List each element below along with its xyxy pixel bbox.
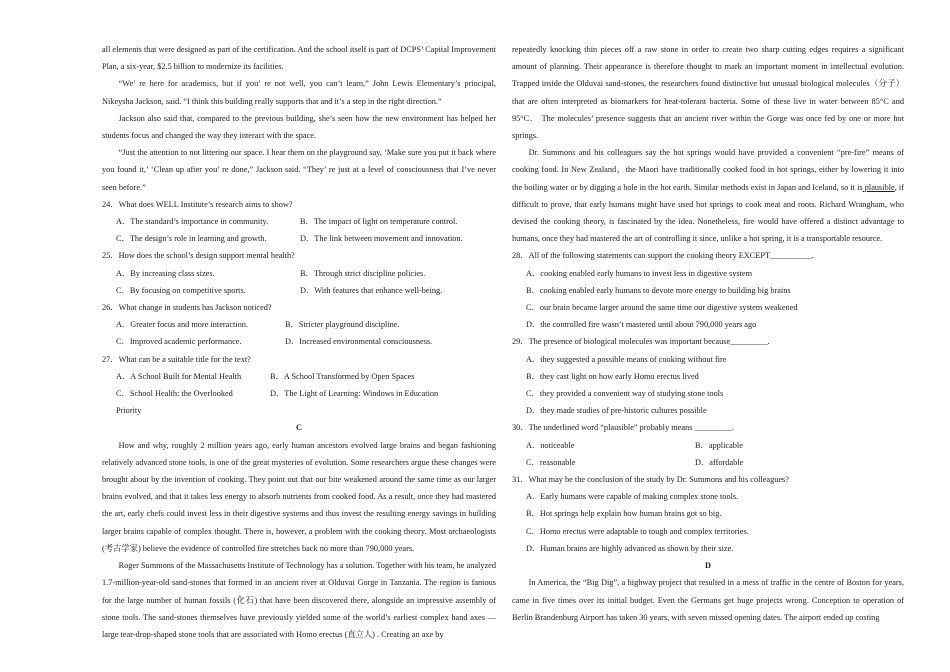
question-25-options-row2 — [102, 282, 496, 299]
section-c-heading: C — [296, 423, 302, 433]
question-29-option-c: C．they provided a convenient way of studying stone tools — [526, 389, 724, 399]
question-24-option-c: C．The design’s role in learning and growth. — [116, 234, 267, 244]
question-27-option-c: C．School Health: the Overlooked Priority — [116, 389, 233, 416]
question-27-option-d: D．The Light of Learning: Windows in Education — [270, 389, 439, 399]
question-29-option-d: D．they made studies of pre-historic cultures possible — [526, 406, 707, 416]
question-26-option-b: B．Stricter playground discipline. — [285, 320, 400, 330]
underlined-word-plausible: plausible — [862, 182, 895, 192]
question-26-option-a: A．Greater focus and more interaction. — [116, 320, 249, 330]
question-30-option-a: A．noticeable — [526, 440, 575, 450]
question-27-options-row2 — [102, 385, 496, 419]
question-29-option-b: B．they cast light on how early Homo erectus lived — [526, 371, 699, 381]
passage-c-paragraph-1: How and why, roughly 2 million years ago, early human ancestors evolved large brains and began fashioning relatively advanced stone tools, is one of the great mysteries of evolution. Some researchers argue these changes were brought about by the invention of cooking. They point out that our bite weakened around the same time as our larger brains evolved, and that it takes less energy to absorb nutrients from cooked food. As a result, once they had mastered the art, early chefs could invest less in their digestive systems and thus invest the resulting energy savings in building larger brains capable of complex thought. There is, however, a problem with the cooking theory. Most archaeologists (考古学家) believe the evidence of controlled fire stretches back no more than 790,000 years. — [102, 440, 496, 553]
question-26-options-row2 — [102, 333, 496, 350]
question-25-option-c: C．By focusing on competitive sports. — [116, 285, 246, 295]
question-26-option-c: C．Improved academic performance. — [116, 337, 242, 347]
passage-b-continuation: all elements that were designed as part of the certification. And the school itself is part of DCPS’ Capital Improvement Plan, a six-year, $2.5 billion to modernize its facilities. — [102, 45, 496, 72]
question-24-stem: 24．What does WELL Institute’s research aims to show? — [102, 199, 293, 209]
question-31-stem: 31．What may be the conclusion of the study by Dr. Summons and his colleagues? — [512, 475, 789, 485]
question-28-option-a: A．cooking enabled early humans to invest less in digestive system — [526, 268, 753, 278]
question-31-option-a: A．Early humans were capable of making complex stone tools. — [526, 492, 739, 502]
question-25-stem: 25．How does the school’s design support mental health? — [102, 251, 295, 261]
question-29-option-a: A．they suggested a possible means of cooking without fire — [526, 354, 727, 364]
right-column — [512, 41, 904, 626]
question-25-option-d: D．With features that enhance well-being. — [300, 285, 443, 295]
question-30-options-row2 — [512, 454, 904, 471]
question-28-option-d: D．the controlled fire wasn’t mastered until about 790,000 years ago — [526, 320, 757, 330]
question-24-option-a: A．The standard’s importance in community. — [116, 217, 269, 227]
question-25-option-a: A．By increasing class sizes. — [116, 268, 215, 278]
question-26-stem: 26．What change in students has Jackson noticed? — [102, 303, 272, 313]
question-31-option-d: D．Human brains are highly advanced as shown by their size. — [526, 543, 734, 553]
question-28-option-c: C．our brain became larger around the same time our digestive system weakened — [526, 303, 798, 313]
question-27-options-row1 — [102, 368, 496, 385]
paragraph-3-text-before: Dr. Summons and his colleagues say the hot springs would have provided a convenient “pre-fire” means of cooking food. In New Zealand，the Maori have traditionally cooked food in hot springs, either by lowering it into the boiling water or by digging a hole in the hot earth. Similar methods exist in Japan and Iceland, so it is — [512, 148, 904, 192]
question-24-option-b: B．The impact of light on temperature control. — [300, 217, 458, 227]
question-27-stem: 27．What can be a suitable title for the text? — [102, 354, 251, 364]
question-30-option-c: C．reasonable — [526, 457, 576, 467]
question-29-stem: 29．The presence of biological molecules was important because_________. — [512, 337, 770, 347]
passage-b-jackson-paragraph: Jackson also said that, compared to the previous building, she’s seen how the new environment has helped her students focus and changed the way they interact with the space. — [102, 113, 496, 141]
paragraph-3-text-after: , if difficult to prove, that early humans might have used hot springs to cook meat and roots. Richard Wrangham, who devised the cooking theory, is fascinated by the idea. Nonetheless, fire would have offered a distinct advantage to humans, once they had mastered the art of controlling it since, unlike a hot spring, it is a transportable resource. — [512, 182, 905, 244]
section-d-heading: D — [705, 561, 711, 571]
passage-b-quote-principal: “We’ re here for academics, but if you’ re not well, you can’t learn,” John Lewis Elementary’s principal, Nikeysha Jackson, said. “I think this building really supports that and it’s a step in the right direction.” — [102, 79, 496, 106]
question-24-options-row1 — [102, 213, 496, 230]
question-26-option-d: D．Increased environmental consciousness. — [285, 337, 433, 347]
question-24-options-row2 — [102, 230, 496, 247]
question-28-option-b: B．cooking enabled early humans to devote more energy to building big brains — [526, 285, 791, 295]
question-30-option-d: D．affordable — [695, 457, 744, 467]
question-27-option-b: B．A School Transformed by Open Spaces — [270, 371, 415, 381]
question-28-stem: 28．All of the following statements can support the cooking theory EXCEPT__________. — [512, 251, 814, 261]
passage-c-paragraph-3 — [512, 144, 904, 247]
question-25-options-row1 — [102, 265, 496, 282]
question-27-option-a: A．A School Built for Mental Health — [116, 371, 242, 381]
question-25-option-b: B．Through strict discipline policies. — [300, 268, 426, 278]
question-26-options-row1 — [102, 316, 496, 333]
passage-b-quote-playground: “Just the attention to not littering our space. I hear them on the playground say, ‘Make sure you put it back where you found it,’ ‘Clean up after you’ re done,” Jackson said. “They’ re just at a level of consciousness that I’ve never seen before.” — [102, 148, 496, 192]
passage-d-paragraph-1: In America, the “Big Dig”, a highway project that resulted in a mess of traffic in the centre of Boston for years, came in five times over its initial budget. Even the Germans get huge projects wrong. Conception to operation of Berlin Brandenburg Airport has taken 30 years, with seven missed opening dates. The airport ended up costing — [512, 578, 904, 622]
question-31-option-c: C．Homo erectus were adaptable to tough and complex territories. — [526, 526, 749, 536]
passage-c-paragraph-2: Roger Summons of the Massachusetts Institute of Technology has a solution. Together with his team, he analyzed 1.7-million-year-old sand-stones that formed in an ancient river at Olduvai Gorge in Tanzania. The region is famous for the large number of human fossils (化石) that have been discovered there, alongside an impressive assembly of stone tools. The sand-stones themselves have previously yielded some of the world’s earliest complex hand axes — large tear-drop-shaped stone tools that are associated with Homo erectus (直立人) . Creating an axe by — [102, 561, 496, 639]
question-24-option-d: D．The link between movement and innovation. — [300, 234, 463, 244]
left-column — [102, 41, 496, 643]
question-30-options-row1 — [512, 437, 904, 454]
question-31-option-b: B．Hot springs help explain how human brains got so big. — [526, 509, 722, 519]
question-30-option-b: B．applicable — [695, 440, 743, 450]
passage-c-paragraph-2-continued: repeatedly knocking thin pieces off a raw stone in order to create two sharp cutting edges requires a significant amount of planning. Their appearance is therefore thought to mark an important moment in intellectual evolution. Trapped inside the Olduvai sand-stones, the researchers found distinctive but unusual biological molecules（分子）that are often interpreted as biomarkers for heat-tolerant bacteria. Some of these live in water between 85°C and 95°C． The molecules’ presence suggests that an ancient river within the Gorge was once fed by one or more hot springs. — [512, 45, 904, 141]
question-30-stem: 30．The underlined word “plausible” probably means _________. — [512, 423, 734, 433]
